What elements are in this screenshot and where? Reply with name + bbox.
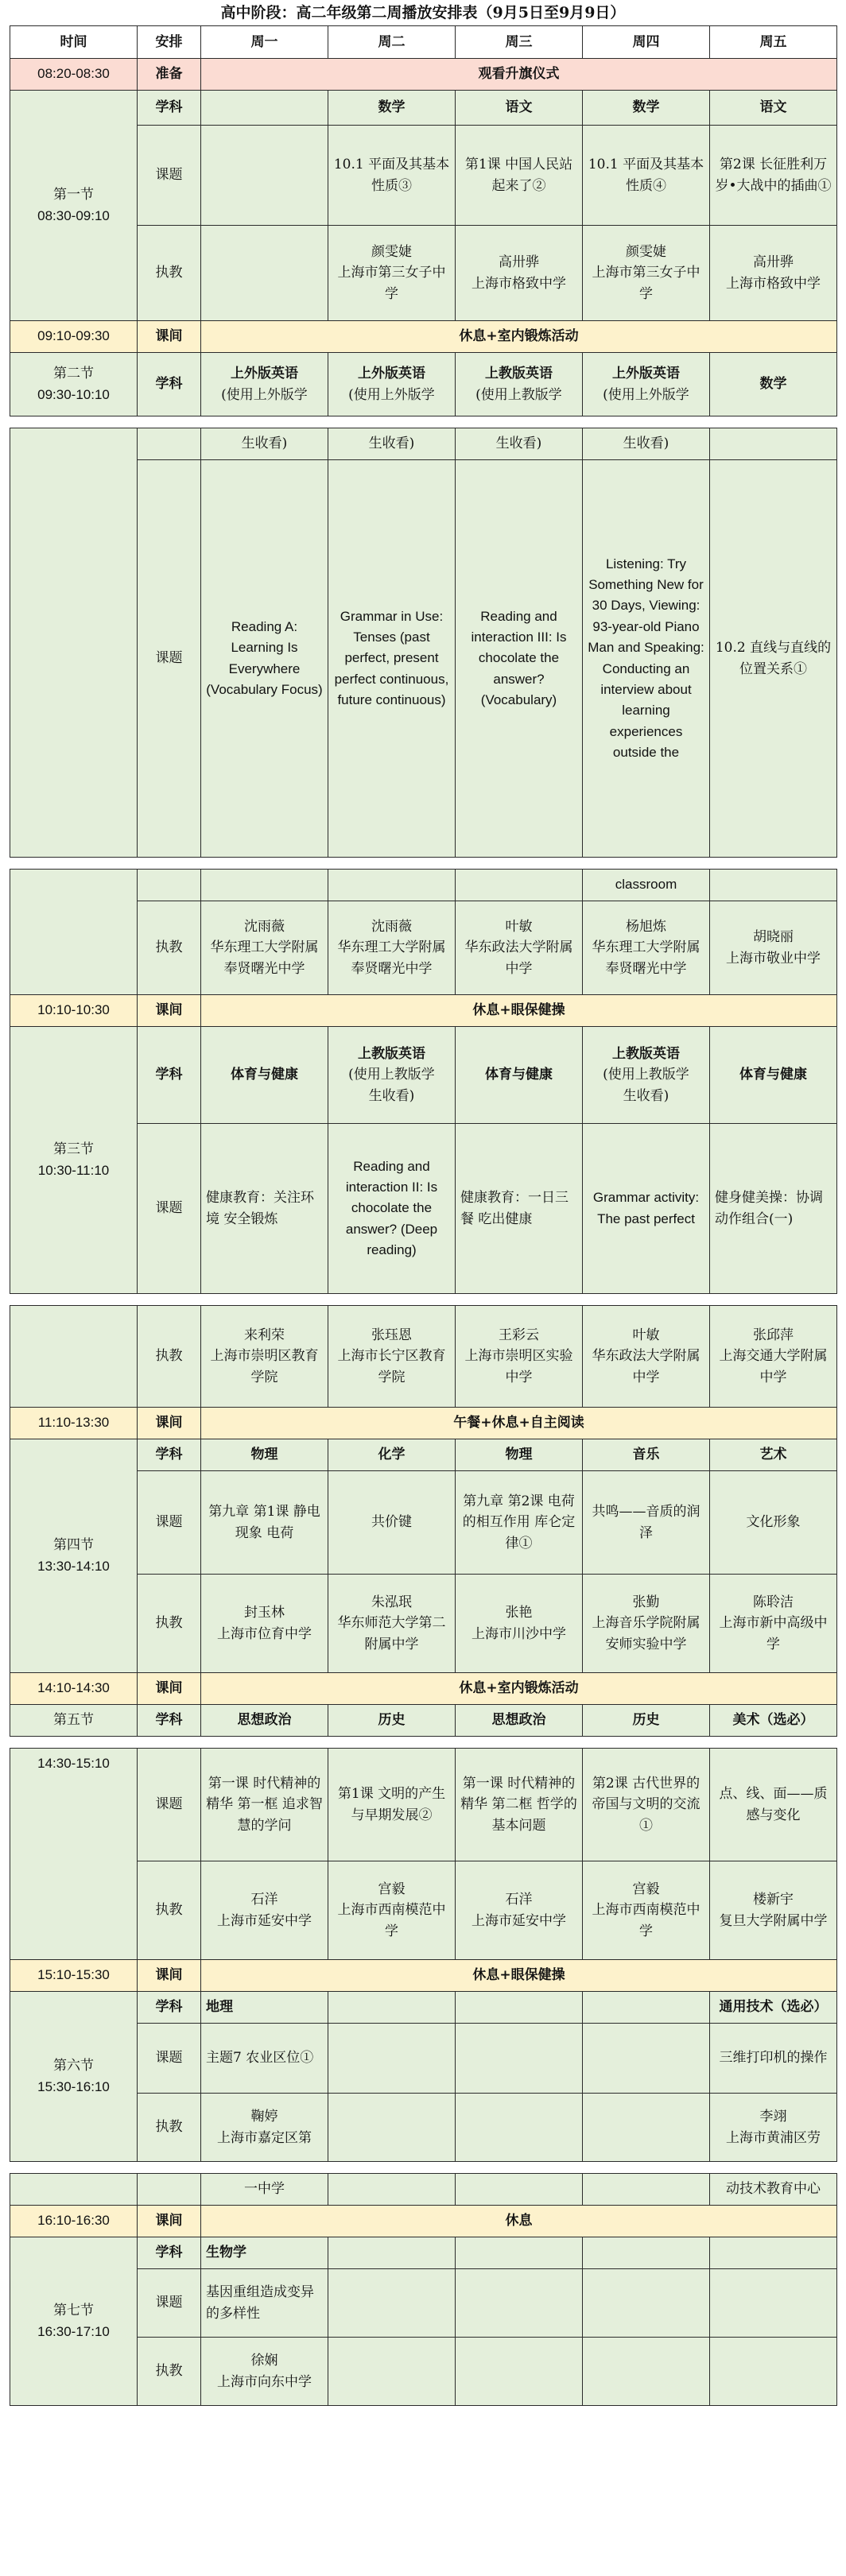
header-thursday: 周四: [583, 26, 710, 59]
break4-time: 14:10-14:30: [10, 1673, 138, 1705]
p7-teacher-label: 执教: [138, 2338, 201, 2406]
p2-topic-fri: 10.2 直线与直线的位置关系①: [710, 460, 837, 858]
teacher-school: 上海市嘉定区第: [217, 2129, 312, 2146]
teacher-name: 颜雯婕: [626, 243, 666, 260]
teacher-school: 上海市延安中学: [217, 1912, 312, 1929]
subject-note: (使用上外版学: [603, 386, 689, 403]
header-arrange: 安排: [138, 26, 201, 59]
p4-subject-mon: 物理: [201, 1439, 328, 1471]
p4-teacher-thu: [583, 1575, 710, 1673]
p1-subject-row: [10, 91, 837, 126]
p2-subject-cont-wed: 生收看): [456, 428, 583, 460]
p1-subject-fri: 语文: [710, 91, 837, 126]
p5-subject-row: [10, 1705, 837, 1737]
teacher-name: 张邱萍: [753, 1327, 794, 1343]
teacher-name: 颜雯婕: [371, 243, 412, 260]
p3-topic-thu: Grammar activity: The past perfect: [583, 1124, 710, 1294]
p2-topic-thu: Listening: Try Something New for 30 Days, Viewing: 93-year-old Piano Man and Speaking: Conducting an interview about learning experiences outside the: [583, 460, 710, 858]
subject-note: (使用上外版学: [221, 386, 308, 403]
p7-subject-wed: [456, 2237, 583, 2269]
p2-teacher-fri: [710, 901, 837, 995]
header-row: [10, 26, 837, 59]
p1-topic-label: 课题: [138, 126, 201, 226]
p6-teacher-fri: [710, 2094, 837, 2162]
subject-note: (使用上教版学: [603, 1067, 689, 1083]
p5-teacher-fri: [710, 1861, 837, 1960]
p3-teacher-thu: [583, 1306, 710, 1408]
subject-note: (使用上教版学: [475, 386, 562, 403]
p2-period-cont2-cell: [10, 870, 138, 995]
break6-time: 16:10-16:30: [10, 2206, 138, 2237]
p6-teacher-cont-mon: 一中学: [201, 2174, 328, 2206]
page-break: [10, 2162, 836, 2173]
p4-subject-tue: 化学: [328, 1439, 456, 1471]
p3-topic-tue: Reading and interaction II: Is chocolate the answer? (Deep reading): [328, 1124, 456, 1294]
prep-content: 观看升旗仪式: [201, 59, 837, 91]
prep-label: 准备: [138, 59, 201, 91]
p4-teacher-fri: [710, 1575, 837, 1673]
p6-subject-mon: 地理: [201, 1992, 328, 2024]
break2-row: [10, 995, 837, 1027]
schedule-table-cont-4: [10, 1748, 837, 2162]
teacher-school: 华东理工大学附属奉贤曙光中学: [210, 939, 319, 977]
p3-teacher-wed: [456, 1306, 583, 1408]
teacher-name: 陈聆洁: [753, 1594, 794, 1610]
p6-topic-tue: [328, 2024, 456, 2094]
subject-note-cont: 生收看): [623, 1087, 669, 1104]
p2-subject-cont-label: [138, 428, 201, 460]
p3-teacher-row: [10, 1306, 837, 1408]
p4-teacher-wed: [456, 1575, 583, 1673]
schedule-table-cont-1: [10, 428, 837, 858]
p4-topic-wed: 第九章 第2课 电荷的相互作用 库仑定律①: [456, 1471, 583, 1575]
p1-topic-fri: 第2课 长征胜利万岁•大战中的插曲①: [710, 126, 837, 226]
break1-row: [10, 321, 837, 353]
schedule-page: [10, 0, 836, 2406]
teacher-name: 李翊: [759, 2109, 787, 2125]
teacher-school: 华东政法大学附属中学: [592, 1348, 700, 1385]
p1-subject-label: 学科: [138, 91, 201, 126]
p6-period-cont-cell: [10, 2174, 138, 2206]
teacher-name: 徐娴: [250, 2353, 278, 2369]
p6-teacher-cont-wed: [456, 2174, 583, 2206]
subject-name: 上外版英语: [358, 366, 425, 382]
p1-teacher-fri: [710, 226, 837, 321]
p7-teacher-fri: [710, 2338, 837, 2406]
p6-topic-fri: 三维打印机的操作: [710, 2024, 837, 2094]
p2-topic-cont-mon: [201, 870, 328, 901]
p3-subject-row: [10, 1027, 837, 1124]
p2-subject-label: 学科: [138, 353, 201, 416]
p4-topic-label: 课题: [138, 1471, 201, 1575]
p2-subject-cont-mon: 生收看): [201, 428, 328, 460]
p7-subject-fri: [710, 2237, 837, 2269]
teacher-name: 张勤: [632, 1594, 660, 1610]
break4-label: 课间: [138, 1673, 201, 1705]
p2-teacher-tue: [328, 901, 456, 995]
p2-period-cont-cell: [10, 428, 138, 858]
p7-subject-label: 学科: [138, 2237, 201, 2269]
p5-topic-wed: 第一课 时代精神的精华 第二框 哲学的基本问题: [456, 1749, 583, 1861]
teacher-school: 上海交通大学附属中学: [719, 1348, 828, 1385]
p2-topic-cont-fri: [710, 870, 837, 901]
p2-period-time: 09:30-10:10: [37, 386, 110, 402]
p5-subject-thu: 历史: [583, 1705, 710, 1737]
p6-teacher-wed: [456, 2094, 583, 2162]
break4-content: 休息+室内锻炼活动: [201, 1673, 837, 1705]
p1-subject-tue: 数学: [328, 91, 456, 126]
p6-teacher-cont-tue: [328, 2174, 456, 2206]
p1-period-name: 第一节: [53, 187, 94, 203]
p3-period-name: 第三节: [53, 1141, 94, 1157]
teacher-name: 张珏恩: [371, 1327, 412, 1343]
subject-note: (使用上外版学: [348, 386, 435, 403]
p4-subject-row: [10, 1439, 837, 1471]
p7-topic-mon: 基因重组造成变异的多样性: [201, 2269, 328, 2338]
p3-teacher-label: 执教: [138, 1306, 201, 1408]
p2-topic-cont-thu: classroom: [583, 870, 710, 901]
teacher-school: 上海市延安中学: [472, 1912, 566, 1929]
header-wednesday: 周三: [456, 26, 583, 59]
break1-content: 休息+室内锻炼活动: [201, 321, 837, 353]
p7-subject-thu: [583, 2237, 710, 2269]
teacher-name: 叶敏: [632, 1327, 660, 1343]
subject-name: 上外版英语: [612, 366, 680, 382]
p2-topic-cont-row: [10, 870, 837, 901]
p7-subject-tue: [328, 2237, 456, 2269]
header-time: 时间: [10, 26, 138, 59]
subject-name: 上教版英语: [612, 1045, 680, 1062]
p1-topic-wed: 第1课 中国人民站起来了②: [456, 126, 583, 226]
p3-period-time: 10:30-11:10: [37, 1162, 110, 1178]
p6-topic-thu: [583, 2024, 710, 2094]
p7-subject-row: [10, 2237, 837, 2269]
p5-teacher-wed: [456, 1861, 583, 1960]
teacher-name: 高卅骅: [753, 254, 794, 271]
p7-topic-wed: [456, 2269, 583, 2338]
p2-topic-label: 课题: [138, 460, 201, 858]
break6-content: 休息: [201, 2206, 837, 2237]
teacher-school: 华东理工大学附属奉贤曙光中学: [337, 939, 446, 977]
teacher-name: 胡晓丽: [753, 929, 794, 946]
p5-subject-fri: 美术（选必）: [710, 1705, 837, 1737]
teacher-name: 王彩云: [499, 1327, 539, 1343]
teacher-school: 上海市位育中学: [217, 1625, 312, 1642]
p2-topic-cont-wed: [456, 870, 583, 901]
p2-subject-wed: [456, 353, 583, 416]
p6-teacher-cont-thu: [583, 2174, 710, 2206]
teacher-school: 华东理工大学附属奉贤曙光中学: [592, 939, 700, 977]
p2-teacher-mon: [201, 901, 328, 995]
teacher-school: 上海市新中高级中学: [719, 1615, 828, 1652]
teacher-name: 杨旭炼: [626, 918, 666, 935]
p4-topic-fri: 文化形象: [710, 1471, 837, 1575]
teacher-school: 上海市黄浦区劳: [726, 2129, 821, 2146]
p5-teacher-tue: [328, 1861, 456, 1960]
p3-subject-label: 学科: [138, 1027, 201, 1124]
p6-teacher-tue: [328, 2094, 456, 2162]
teacher-school: 上海市格致中学: [726, 275, 821, 292]
page-title: 高中阶段：高二年级第二周播放安排表（9月5日至9月9日）: [220, 4, 626, 21]
p5-topic-thu: 第2课 古代世界的帝国与文明的交流①: [583, 1749, 710, 1861]
teacher-name: 封玉林: [244, 1605, 285, 1621]
p2-topic-cont-label: [138, 870, 201, 901]
teacher-school: 上海市格致中学: [472, 275, 566, 292]
p5-teacher-label: 执教: [138, 1861, 201, 1960]
p2-topic-wed: Reading and interaction III: Is chocolate the answer? (Vocabulary): [456, 460, 583, 858]
break2-content: 休息+眼保健操: [201, 995, 837, 1027]
p3-subject-thu: [583, 1027, 710, 1124]
break5-content: 休息+眼保健操: [201, 1960, 837, 1992]
teacher-name: 沈雨薇: [371, 918, 412, 935]
p5-topic-label: 课题: [138, 1749, 201, 1861]
p7-period-name: 第七节: [53, 2303, 94, 2318]
p1-teacher-label: 执教: [138, 226, 201, 321]
p4-teacher-label: 执教: [138, 1575, 201, 1673]
teacher-school: 上海市敬业中学: [726, 950, 821, 966]
break3-row: [10, 1408, 837, 1439]
p6-teacher-label: 执教: [138, 2094, 201, 2162]
p5-teacher-thu: [583, 1861, 710, 1960]
teacher-school: 上海市西南模范中学: [592, 1902, 700, 1939]
teacher-school: 复旦大学附属中学: [719, 1912, 828, 1929]
p2-subject-tue: [328, 353, 456, 416]
p6-teacher-cont-row: [10, 2174, 837, 2206]
p3-topic-fri: 健身健美操：协调动作组合(一): [710, 1124, 837, 1294]
p1-period-time: 08:30-09:10: [37, 207, 110, 223]
p4-topic-mon: 第九章 第1课 静电现象 电荷: [201, 1471, 328, 1575]
p6-teacher-cont-fri: 动技术教育中心: [710, 2174, 837, 2206]
p3-topic-mon: 健康教育：关注环境 安全锻炼: [201, 1124, 328, 1294]
p3-teacher-tue: [328, 1306, 456, 1408]
break5-time: 15:10-15:30: [10, 1960, 138, 1992]
teacher-school: 华东政法大学附属中学: [464, 939, 573, 977]
p5-topic-tue: 第1课 文明的产生与早期发展②: [328, 1749, 456, 1861]
teacher-school: 上海市第三女子中学: [592, 265, 700, 302]
p4-topic-thu: 共鸣——音质的润泽: [583, 1471, 710, 1575]
break1-time: 09:10-09:30: [10, 321, 138, 353]
p2-subject-mon: [201, 353, 328, 416]
p5-period-name: 第五节: [10, 1705, 138, 1737]
p3-teacher-mon: [201, 1306, 328, 1408]
break3-time: 11:10-13:30: [10, 1408, 138, 1439]
p7-teacher-mon: [201, 2338, 328, 2406]
p7-topic-fri: [710, 2269, 837, 2338]
teacher-school: 上海市崇明区教育学院: [210, 1348, 319, 1385]
p2-subject-cont-thu: 生收看): [583, 428, 710, 460]
p5-subject-wed: 思想政治: [456, 1705, 583, 1737]
header-monday: 周一: [201, 26, 328, 59]
p6-subject-thu: [583, 1992, 710, 2024]
p4-teacher-mon: [201, 1575, 328, 1673]
p2-topic-cont-tue: [328, 870, 456, 901]
teacher-name: 张艳: [505, 1605, 533, 1621]
p4-subject-label: 学科: [138, 1439, 201, 1471]
teacher-school: 上海市西南模范中学: [337, 1902, 446, 1939]
p6-subject-fri: 通用技术（选必）: [710, 1992, 837, 2024]
p2-topic-mon: Reading A: Learning Is Everywhere (Vocabulary Focus): [201, 460, 328, 858]
header-tuesday: 周二: [328, 26, 456, 59]
teacher-name: 朱泓珉: [371, 1594, 412, 1610]
break3-content: 午餐+休息+自主阅读: [201, 1408, 837, 1439]
schedule-table-cont-3: [10, 1305, 837, 1737]
break1-label: 课间: [138, 321, 201, 353]
p5-teacher-mon: [201, 1861, 328, 1960]
p2-teacher-thu: [583, 901, 710, 995]
p3-period-cont-cell: [10, 1306, 138, 1408]
header-friday: 周五: [710, 26, 837, 59]
p1-subject-thu: 数学: [583, 91, 710, 126]
break6-row: [10, 2206, 837, 2237]
p3-subject-fri: 体育与健康: [710, 1027, 837, 1124]
p6-period-name: 第六节: [53, 2058, 94, 2074]
p1-topic-tue: 10.1 平面及其基本性质③: [328, 126, 456, 226]
p3-topic-wed: 健康教育：一日三餐 吃出健康: [456, 1124, 583, 1294]
teacher-school: 华东师范大学第二附属中学: [337, 1615, 446, 1652]
p3-topic-label: 课题: [138, 1124, 201, 1294]
p1-period-cell: [10, 91, 138, 321]
p1-topic-mon: [201, 126, 328, 226]
p4-period-cell: [10, 1439, 138, 1673]
teacher-name: 沈雨薇: [244, 918, 285, 935]
p7-topic-label: 课题: [138, 2269, 201, 2338]
p5-topic-fri: 点、线、面——质感与变化: [710, 1749, 837, 1861]
p4-period-time: 13:30-14:10: [37, 1558, 110, 1574]
break4-row: [10, 1673, 837, 1705]
p6-period-time: 15:30-16:10: [37, 2078, 110, 2094]
p7-topic-tue: [328, 2269, 456, 2338]
p2-subject-cont-row: [10, 428, 837, 460]
p6-subject-tue: [328, 1992, 456, 2024]
p4-subject-fri: 艺术: [710, 1439, 837, 1471]
p6-teacher-cont-label: [138, 2174, 201, 2206]
break2-time: 10:10-10:30: [10, 995, 138, 1027]
teacher-school: 上海市向东中学: [217, 2373, 312, 2390]
break5-row: [10, 1960, 837, 1992]
teacher-name: 宫毅: [632, 1881, 660, 1897]
p2-subject-cont-tue: 生收看): [328, 428, 456, 460]
schedule-table-cont-5: [10, 2173, 837, 2406]
p6-teacher-thu: [583, 2094, 710, 2162]
p1-teacher-mon: [201, 226, 328, 321]
page-break: [10, 1294, 836, 1305]
p5-period-time: 14:30-15:10: [10, 1749, 138, 1960]
subject-name: 上教版英语: [358, 1045, 425, 1062]
p1-teacher-wed: [456, 226, 583, 321]
p1-subject-wed: 语文: [456, 91, 583, 126]
page-break: [10, 416, 836, 428]
p5-topic-mon: 第一课 时代精神的精华 第一框 追求智慧的学问: [201, 1749, 328, 1861]
p4-teacher-tue: [328, 1575, 456, 1673]
p7-period-time: 16:30-17:10: [37, 2323, 110, 2339]
p2-subject-cont-fri: [710, 428, 837, 460]
teacher-name: 高卅骅: [499, 254, 539, 271]
teacher-name: 宫毅: [378, 1881, 406, 1897]
page-break: [10, 1737, 836, 1748]
prep-row: [10, 59, 837, 91]
schedule-table: [10, 25, 837, 416]
p2-teacher-wed: [456, 901, 583, 995]
p6-topic-wed: [456, 2024, 583, 2094]
p1-teacher-tue: [328, 226, 456, 321]
teacher-school: 上海市第三女子中学: [337, 265, 446, 302]
p6-subject-label: 学科: [138, 1992, 201, 2024]
subject-name: 上教版英语: [485, 366, 553, 382]
prep-time: 08:20-08:30: [10, 59, 138, 91]
p7-teacher-tue: [328, 2338, 456, 2406]
p3-teacher-fri: [710, 1306, 837, 1408]
p1-teacher-thu: [583, 226, 710, 321]
teacher-school: 上海市长宁区教育学院: [337, 1348, 446, 1385]
schedule-table-cont-2: [10, 869, 837, 1294]
p7-teacher-wed: [456, 2338, 583, 2406]
p4-topic-tue: 共价键: [328, 1471, 456, 1575]
subject-note: (使用上教版学: [348, 1067, 435, 1083]
teacher-school: 上海市川沙中学: [472, 1625, 566, 1642]
teacher-name: 楼新宇: [753, 1892, 794, 1908]
p4-period-name: 第四节: [53, 1537, 94, 1553]
p2-subject-row: [10, 353, 837, 416]
p6-topic-mon: 主题7 农业区位①: [201, 2024, 328, 2094]
p5-subject-tue: 历史: [328, 1705, 456, 1737]
teacher-name: 叶敏: [505, 918, 533, 935]
p7-teacher-thu: [583, 2338, 710, 2406]
break3-label: 课间: [138, 1408, 201, 1439]
p3-subject-wed: 体育与健康: [456, 1027, 583, 1124]
p6-subject-wed: [456, 1992, 583, 2024]
subject-note-cont: 生收看): [368, 1087, 415, 1104]
break2-label: 课间: [138, 995, 201, 1027]
break6-label: 课间: [138, 2206, 201, 2237]
teacher-school: 上海市崇明区实验中学: [464, 1348, 573, 1385]
p7-topic-thu: [583, 2269, 710, 2338]
p3-period-cell: [10, 1027, 138, 1294]
p7-subject-mon: 生物学: [201, 2237, 328, 2269]
p2-teacher-label: 执教: [138, 901, 201, 995]
p1-topic-thu: 10.1 平面及其基本性质④: [583, 126, 710, 226]
p2-subject-fri: 数学: [710, 353, 837, 416]
teacher-name: 石洋: [505, 1892, 533, 1908]
subject-name: 上外版英语: [231, 366, 298, 382]
p3-subject-mon: 体育与健康: [201, 1027, 328, 1124]
page-break: [10, 858, 836, 869]
break5-label: 课间: [138, 1960, 201, 1992]
p6-period-cell: [10, 1992, 138, 2162]
p4-subject-wed: 物理: [456, 1439, 583, 1471]
teacher-name: 石洋: [250, 1892, 278, 1908]
teacher-name: 鞠婷: [250, 2109, 278, 2125]
p5-subject-mon: 思想政治: [201, 1705, 328, 1737]
p7-period-cell: [10, 2237, 138, 2406]
p2-period-name: 第二节: [53, 366, 94, 382]
p2-subject-thu: [583, 353, 710, 416]
p6-topic-label: 课题: [138, 2024, 201, 2094]
p3-subject-tue: [328, 1027, 456, 1124]
p6-subject-row: [10, 1992, 837, 2024]
p4-subject-thu: 音乐: [583, 1439, 710, 1471]
p2-period-cell: [10, 353, 138, 416]
p6-teacher-mon: [201, 2094, 328, 2162]
teacher-school: 上海音乐学院附属安师实验中学: [592, 1615, 700, 1652]
p2-topic-tue: Grammar in Use: Tenses (past perfect, present perfect continuous, future continuous): [328, 460, 456, 858]
teacher-name: 来利荣: [244, 1327, 285, 1343]
p5-topic-row: [10, 1749, 837, 1861]
p5-subject-label: 学科: [138, 1705, 201, 1737]
p1-subject-mon: [201, 91, 328, 126]
